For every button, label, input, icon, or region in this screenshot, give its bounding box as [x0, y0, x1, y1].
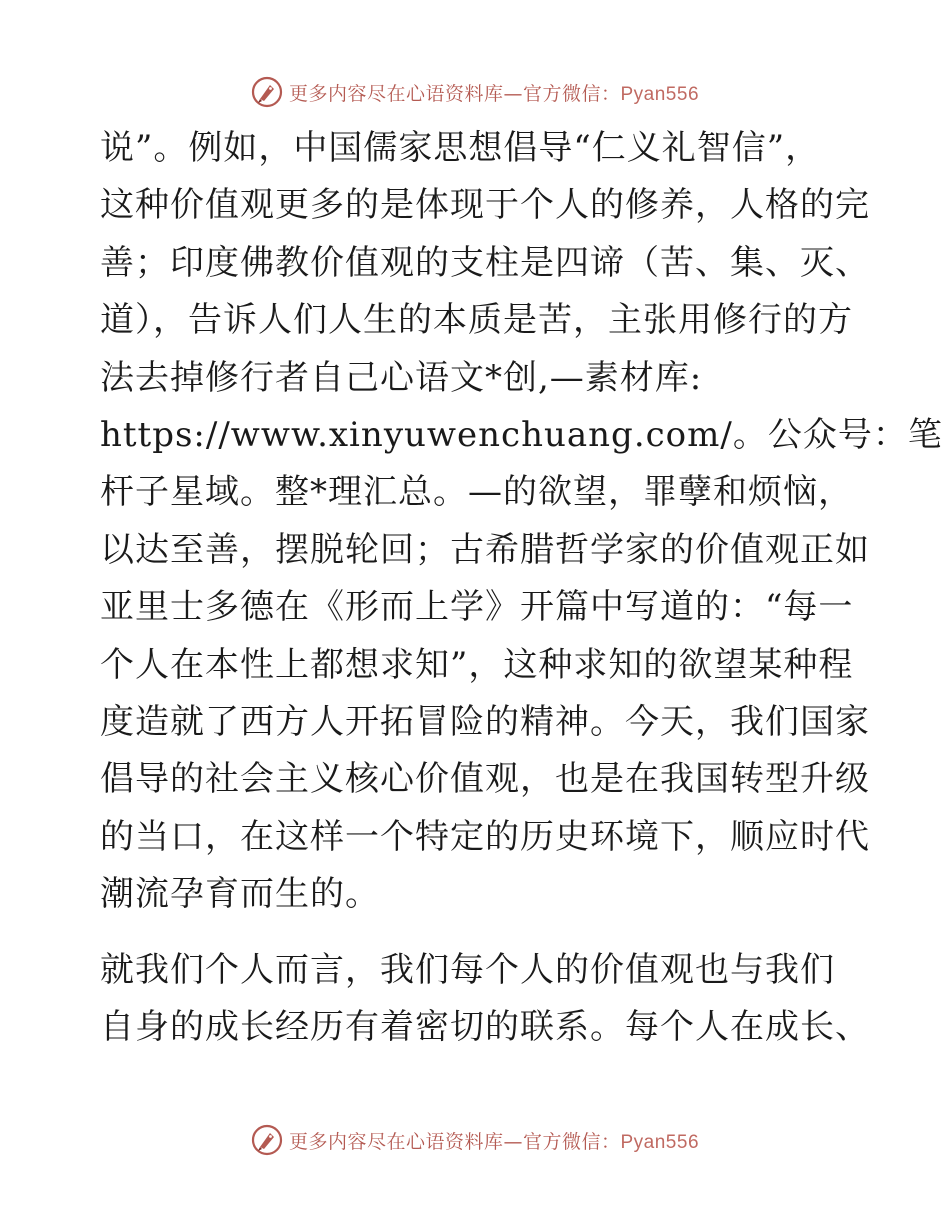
- text-line: 自身的成长经历有着密切的联系。每个人在成长、: [100, 1007, 870, 1048]
- text-line: 杆子星域。整*理汇总。—的欲望，罪孽和烦恼，: [100, 472, 853, 513]
- text-line: 以达至善，摆脱轮回；古希腊哲学家的价值观正如: [100, 529, 870, 570]
- watermark-wechat-id: Pyan556: [620, 83, 700, 105]
- pen-nib-logo-icon: [251, 1124, 283, 1156]
- text-line: 亚里士多德在《形而上学》开篇中写道的：“每一: [100, 587, 854, 628]
- text-line: 道），告诉人们人生的本质是苦，主张用修行的方: [100, 300, 853, 341]
- text-line: 这种价值观更多的是体现于个人的修养，人格的完: [100, 185, 870, 226]
- watermark-label: 更多内容尽在心语资料库—官方微信：: [288, 82, 621, 105]
- document-body: [100, 120, 943, 1057]
- watermark-wechat-id: Pyan556: [620, 1131, 700, 1153]
- text-line: 倡导的社会主义核心价值观，也是在我国转型升级: [100, 759, 870, 800]
- watermark-label: 更多内容尽在心语资料库—官方微信：: [288, 1130, 621, 1153]
- text-line: 善；印度佛教价值观的支柱是四谛（苦、集、灭、: [100, 242, 870, 283]
- text-line: 度造就了西方人开拓冒险的精神。今天，我们国家: [100, 702, 870, 743]
- paragraph-spacer: [100, 924, 860, 942]
- text-line: 潮流孕育而生的。: [100, 874, 380, 915]
- text-line: 说”。例如，中国儒家思想倡导“仁义礼智信”，: [100, 128, 821, 168]
- footer-watermark: [0, 1120, 950, 1160]
- paragraph: [100, 120, 943, 924]
- text-line: 的当口，在这样一个特定的历史环境下，顺应时代: [100, 816, 870, 857]
- watermark-text: [289, 79, 699, 106]
- text-line: 个人在本性上都想求知”，这种求知的欲望某种程: [100, 644, 854, 685]
- text-line: https://www.xinyuwenchuang.com/。公众号：笔: [100, 415, 943, 456]
- text-line: 就我们个人而言，我们每个人的价值观也与我们: [100, 949, 835, 990]
- header-watermark: [0, 72, 950, 112]
- text-line: 法去掉修行者自己心语文*创,—素材库:: [100, 357, 703, 398]
- watermark-text: [289, 1127, 699, 1154]
- pen-nib-logo-icon: [251, 76, 283, 108]
- paragraph: [100, 942, 870, 1057]
